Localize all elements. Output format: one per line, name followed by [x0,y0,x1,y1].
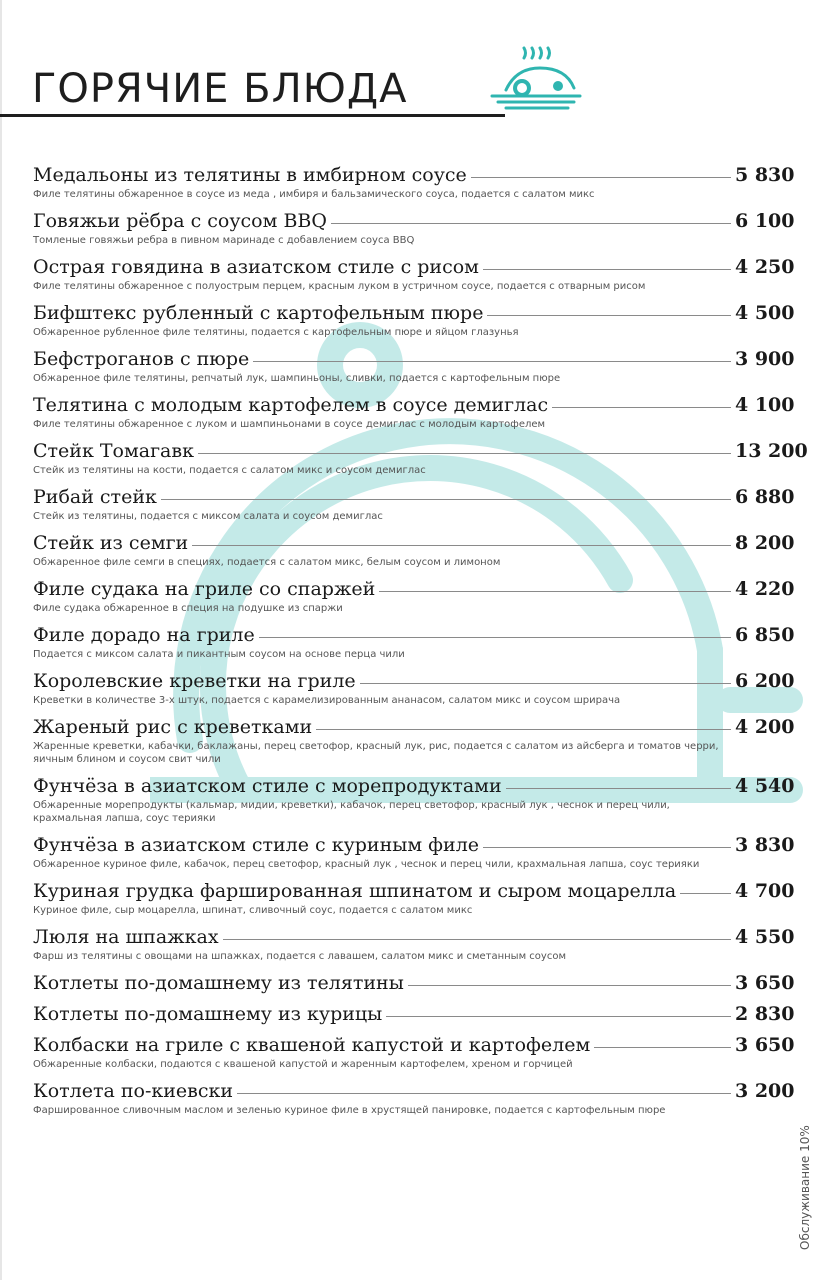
menu-item-row [33,1080,793,1102]
menu-item-row [33,440,808,462]
leader-line [192,545,731,546]
dish-description: Филе телятины обжаренное в соусе из меда , имбиря и бальзамического соуса, подается с салатом микс [33,189,595,200]
dish-price: 4 100 [735,394,795,416]
dish-description: Филе телятины обжаренное с полуострым перцем, красным луком в устричном соусе, подается с отварным рисом [33,281,646,292]
dish-description: Куриное филе, сыр моцарелла, шпинат, сливочный соус, подается с салатом микс [33,905,473,916]
menu-item [33,1003,793,1025]
dish-name: Котлеты по-домашнему из телятины [33,972,404,994]
dish-name: Бефстроганов с пюре [33,348,250,370]
dish-name: Фунчёза в азиатском стиле с куриным филе [33,834,480,856]
dish-description: Стейк из телятины, подается с миксом салата и соусом демиглас [33,511,383,522]
menu-item [33,486,793,523]
dish-price: 3 650 [735,972,795,994]
dish-description: Жаренные креветки, кабачки, баклажаны, перец светофор, красный лук, рис, подается с салатом из айсберга и томатов черри, яичным блином и соусом свит чили [33,741,719,765]
dish-description: Стейк из телятины на кости, подается с салатом микс и соусом демиглас [33,465,426,476]
menu-item-row [33,1003,793,1025]
serving-dish-icon [488,44,584,120]
dish-name: Жареный рис с креветками [33,716,313,738]
dish-name: Острая говядина в азиатском стиле с рисом [33,256,479,278]
dish-price: 4 250 [735,256,795,278]
menu-item-row [33,348,793,370]
menu-item-row [33,624,793,646]
dish-name: Говяжьи рёбра с соусом BBQ [33,210,327,232]
dish-price: 13 200 [735,440,808,462]
page-title: ГОРЯЧИЕ БЛЮДА [32,66,408,112]
menu-item [33,210,793,247]
menu-item [33,624,793,661]
dish-description: Обжаренные колбаски, подаются с квашеной капустой и жаренным картофелем, хреном и горчицей [33,1059,573,1070]
dish-price: 6 200 [735,670,795,692]
dish-price: 6 880 [735,486,795,508]
dish-description: Обжаренное рубленное филе телятины, подается с картофельным пюре и яйцом глазунья [33,327,519,338]
dish-description: Подается с миксом салата и пикантным соусом на основе перца чили [33,649,405,660]
menu-item [33,1080,793,1117]
menu-item [33,578,793,615]
menu-item-row [33,880,793,902]
service-charge-note: Обслуживание 10% [798,1125,812,1250]
menu-item [33,834,793,871]
dish-name: Рибай стейк [33,486,157,508]
leader-line [552,407,731,408]
dish-name: Телятина с молодым картофелем в соусе демиглас [33,394,549,416]
dish-price: 3 900 [735,348,795,370]
dish-price: 3 650 [735,1034,795,1056]
menu-item-row [33,834,793,856]
menu-item-row [33,532,793,554]
dish-price: 6 850 [735,624,795,646]
dish-price: 2 830 [735,1003,795,1025]
menu-item [33,926,793,963]
dish-description: Томленые говяжьи ребра в пивном маринаде с добавлением соуса BBQ [33,235,415,246]
dish-name: Медальоны из телятины в имбирном соусе [33,164,467,186]
menu-item [33,1034,793,1071]
leader-line [487,315,731,316]
dish-name: Стейк Томагавк [33,440,194,462]
leader-line [483,269,731,270]
leader-line [237,1093,731,1094]
dish-name: Королевские креветки на гриле [33,670,356,692]
dish-price: 4 220 [735,578,795,600]
dish-name: Люля на шпажках [33,926,219,948]
leader-line [594,1047,731,1048]
menu-item-row [33,670,793,692]
dish-description: Филе судака обжаренное в специя на подушке из спаржи [33,603,343,614]
dish-name: Стейк из семги [33,532,189,554]
dish-name: Бифштекс рубленный с картофельным пюре [33,302,484,324]
menu-list [33,164,808,1126]
menu-item [33,532,793,569]
menu-item [33,164,793,201]
menu-item [33,775,793,825]
leader-line [161,499,731,500]
leader-line [379,591,731,592]
dish-price: 6 100 [735,210,795,232]
dish-price: 4 500 [735,302,795,324]
menu-item-row [33,256,793,278]
dish-description: Обжаренные морепродукты (кальмар, мидии, креветки), кабачок, перец светофор, красный лук , чеснок и перец чили, крахмальная лапша, соус терияки [33,800,670,824]
menu-item [33,972,793,994]
menu-item [33,348,793,385]
leader-line [680,893,731,894]
leader-line [316,729,731,730]
dish-name: Филе судака на гриле со спаржей [33,578,376,600]
menu-item [33,302,793,339]
leader-line [331,223,731,224]
dish-description: Филе телятины обжаренное с луком и шампиньонами в соусе демиглас с молодым картофелем [33,419,546,430]
leader-line [259,637,731,638]
dish-price: 4 200 [735,716,795,738]
dish-name: Куриная грудка фаршированная шпинатом и сыром моцарелла [33,880,677,902]
dish-price: 3 830 [735,834,795,856]
menu-item-row [33,972,793,994]
leader-line [360,683,731,684]
dish-description: Обжаренное филе семги в специях, подается с салатом микс, белым соусом и лимоном [33,557,501,568]
dish-name: Филе дорадо на гриле [33,624,255,646]
leader-line [483,847,731,848]
leader-line [198,453,731,454]
menu-item-row [33,302,793,324]
menu-item [33,716,793,766]
menu-item-row [33,1034,793,1056]
leader-line [223,939,731,940]
dish-description: Обжаренное филе телятины, репчатый лук, шампиньоны, сливки, подается с картофельным пюре [33,373,561,384]
menu-item [33,880,793,917]
menu-item-row [33,394,793,416]
dish-description: Обжаренное куриное филе, кабачок, перец светофор, красный лук , чеснок и перец чили, крахмальная лапша, соус терияки [33,859,700,870]
menu-item [33,440,808,477]
menu-item [33,256,793,293]
menu-item-row [33,210,793,232]
leader-line [408,985,731,986]
leader-line [386,1016,731,1017]
dish-name: Колбаски на гриле с квашеной капустой и картофелем [33,1034,591,1056]
title-underline [0,114,505,117]
dish-name: Фунчёза в азиатском стиле с морепродуктами [33,775,502,797]
menu-item-row [33,486,793,508]
menu-item-row [33,926,793,948]
dish-price: 5 830 [735,164,795,186]
menu-item-row [33,775,793,797]
dish-description: Фаршированное сливочным маслом и зеленью куриное филе в хрустящей панировке, подается с картофельным пюре [33,1105,666,1116]
menu-item-row [33,716,793,738]
menu-item-row [33,164,793,186]
menu-item-row [33,578,793,600]
leader-line [506,788,731,789]
page-edge [0,0,2,1280]
dish-price: 4 700 [735,880,795,902]
dish-price: 4 540 [735,775,795,797]
dish-description: Фарш из телятины с овощами на шпажках, подается с лавашем, салатом микс и сметанным соусом [33,951,566,962]
dish-name: Котлета по-киевски [33,1080,234,1102]
menu-item [33,670,793,707]
leader-line [471,177,731,178]
dish-name: Котлеты по-домашнему из курицы [33,1003,383,1025]
leader-line [253,361,731,362]
menu-item [33,394,793,431]
dish-description: Креветки в количестве 3-х штук, подается с карамелизированным ананасом, салатом микс и соусом шрирача [33,695,621,706]
dish-price: 4 550 [735,926,795,948]
dish-price: 3 200 [735,1080,795,1102]
dish-price: 8 200 [735,532,795,554]
